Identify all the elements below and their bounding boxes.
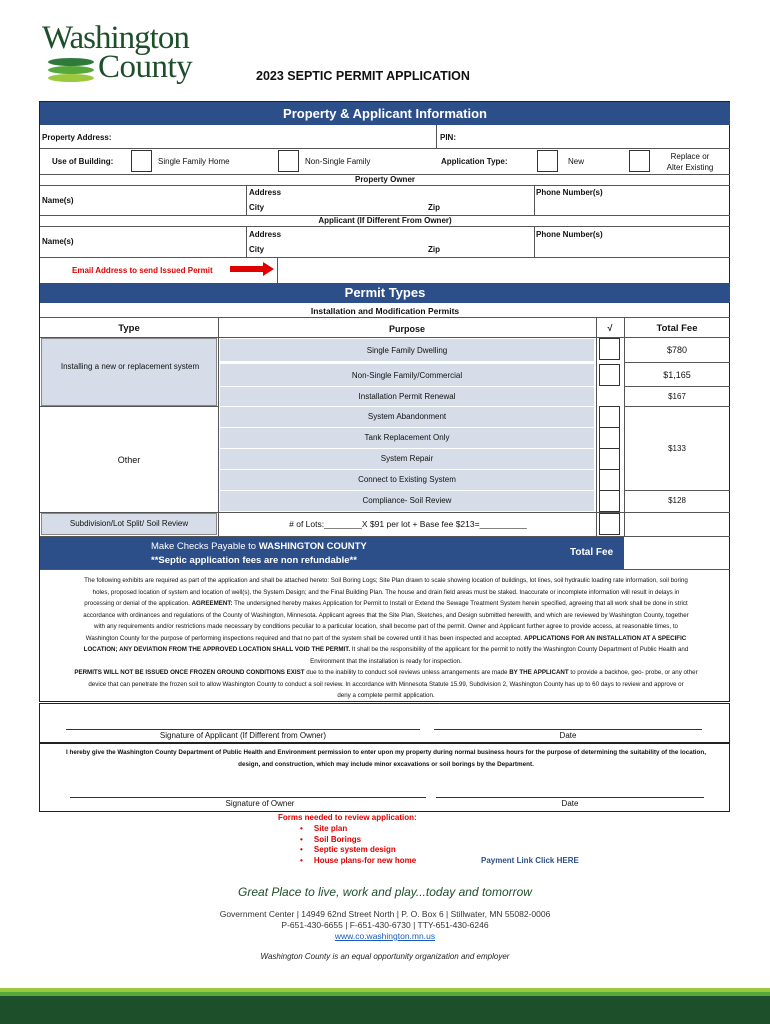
col-purpose-header: Purpose — [388, 324, 425, 334]
pin-field[interactable] — [460, 128, 726, 146]
applicant-signature-label: Signature of Applicant (If Different from Owner) — [159, 731, 327, 740]
applicant-city-label: City — [249, 245, 265, 254]
email-field[interactable] — [280, 260, 726, 280]
fee-value: $1,165 — [663, 370, 691, 380]
footer-address: Government Center | 14949 62nd Street North | P. O. Box 6 | Stillwater, MN 55082-0006 — [219, 909, 551, 919]
property-address-label: Property Address: — [42, 133, 112, 142]
purpose-row: Single Family Dwelling — [366, 346, 448, 355]
list-item: • Septic system design — [300, 845, 396, 854]
section-header-property: Property & Applicant Information — [40, 102, 730, 125]
use-of-building-label: Use of Building: — [52, 157, 114, 166]
property-address-field[interactable] — [120, 128, 432, 146]
single-family-checkbox[interactable] — [131, 150, 152, 172]
owner-names-label: Name(s) — [42, 196, 74, 205]
total-fee-label: Total Fee — [570, 547, 614, 558]
replace-alter-label: Replace or Alter Existing — [666, 152, 714, 172]
purpose-checkbox[interactable] — [599, 338, 620, 360]
non-refundable-note: **Septic application fees are non refundable** — [151, 555, 357, 566]
fee-value: $128 — [668, 496, 686, 505]
non-single-family-label: Non-Single Family — [305, 157, 371, 166]
owner-date-line[interactable] — [436, 797, 704, 798]
purpose-checkbox[interactable] — [599, 490, 620, 512]
logo-wave-icon — [48, 58, 94, 66]
purpose-row: Connect to Existing System — [358, 475, 456, 484]
new-checkbox[interactable] — [537, 150, 558, 172]
applicant-date-line[interactable] — [434, 729, 702, 730]
purpose-row: Tank Replacement Only — [364, 433, 450, 442]
owner-signature-line[interactable] — [70, 797, 426, 798]
owner-phone-label: Phone Number(s) — [536, 188, 603, 197]
applicant-zip-label: Zip — [428, 245, 440, 254]
list-item: • Site plan — [300, 824, 348, 833]
purpose-row: System Abandonment — [367, 412, 447, 421]
non-single-family-checkbox[interactable] — [278, 150, 299, 172]
installation-subtitle: Installation and Modification Permits — [310, 306, 460, 316]
fee-value: $133 — [668, 444, 686, 453]
logo-wave-icon — [48, 66, 94, 74]
applicant-names-label: Name(s) — [42, 237, 74, 246]
single-family-home-label: Single Family Home — [158, 157, 230, 166]
owner-zip-label: Zip — [428, 203, 440, 212]
applicant-signature-line[interactable] — [66, 729, 420, 730]
applicant-phone-label: Phone Number(s) — [536, 230, 603, 239]
pin-label: PIN: — [440, 133, 456, 142]
legal-text: The following exhibits are required as part of the application and shall be attached hereto: Soil Boring Logs; Site Plan drawn to scale showing location of buildings, lot lines, soil hydraulic loading rate information, soil boring holes, proposed location of system and location of well(s), the System Design; and the Final Building Plan. The house and drain field areas must be staked. Inaccurate or incomplete information will result in delays in processing or denial of the application. AGREEMENT: The undersigned hereby makes Application for Permit to Install or Extend the Sewage Treatment System herein specified, agreeing that all work shall be done in strict accordance with ordinances and regulations of the County of Washington, Minnesota. Applicant agrees that the Site Plan, Sketches, and Design submitted herewith, and which are reviewed by Washington County, together with any requirements and/or restrictions made necessary by conditions peculiar to a particular location, shall become part of the permit. Owner and Applicant further agree to provide access, at reasonable times, to Washington County for the purpose of performing inspections required and that no part of the system shall be covered until it has been inspected and accepted. APPLICATIONS FOR AN INSTALLATION AT A SPECIFIC LOCATION; ANY DEVIATION FROM THE APPROVED LOCATION SHALL VOID THE PERMIT. It shall be the responsibility of the applicant for the permit to notify the Washington County Department of Public Health and Environment that the installation is ready for inspection. PERMITS WILL NOT BE ISSUED ONCE FROZEN GROUND CONDITIONS EXIST due to the inability to conduct soil reviews unless arrangements are made BY THE APPLICANT to provide a backhoe, geo- probe, or any other device that can penetrate the frozen soil to allow Washington County to conduct a soil review. In accordance with Minnesota Statute 15.99, Subdivision 2, Washington County has up to 60 days to review and approve or deny a complete permit application. — [74, 577, 698, 699]
fee-value: $167 — [668, 392, 686, 401]
lots-calculation: # of Lots:________X $91 per lot + Base fee $213=__________ — [289, 519, 527, 529]
logo-line2: County — [98, 49, 193, 85]
purpose-row: System Repair — [380, 454, 434, 463]
email-label: Email Address to send Issued Permit — [72, 266, 213, 275]
logo-line1: Washington — [42, 20, 189, 56]
col-type-header: Type — [118, 323, 140, 334]
footer-tagline: Great Place to live, work and play...today and tomorrow — [238, 885, 532, 899]
new-label: New — [568, 157, 585, 166]
subdivision-checkbox[interactable] — [599, 513, 620, 535]
purpose-row: Compliance- Soil Review — [362, 496, 452, 505]
purpose-checkbox[interactable] — [599, 469, 620, 491]
arrow-right-icon — [230, 266, 264, 272]
purpose-checkbox[interactable] — [599, 406, 620, 428]
purpose-row: Installation Permit Renewal — [358, 392, 456, 401]
replace-checkbox[interactable] — [629, 150, 650, 172]
footer-eoe: Washington County is an equal opportunity organization and employer — [260, 952, 510, 961]
purpose-checkbox[interactable] — [599, 448, 620, 470]
owner-date-label: Date — [561, 799, 579, 808]
footer-band-dark — [0, 996, 770, 1024]
forms-needed-list — [300, 824, 416, 866]
logo-wave-icon — [48, 74, 94, 82]
footer-phones: P-651-430-6655 | F-651-430-6730 | TTY-651-430-6246 — [281, 920, 489, 930]
payment-link[interactable]: Payment Link Click HERE — [481, 856, 579, 865]
type-subdivision-label: Subdivision/Lot Split/ Soil Review — [69, 519, 189, 528]
section-header-permit-types: Permit Types — [40, 283, 730, 303]
fee-value: $780 — [666, 345, 688, 355]
owner-city-label: City — [249, 203, 265, 212]
application-type-label: Application Type: — [441, 157, 508, 166]
purpose-checkbox[interactable] — [599, 427, 620, 449]
footer-website-link[interactable]: www.co.washington.mn.us — [334, 931, 436, 941]
type-other-label: Other — [117, 455, 141, 465]
list-item: • House plans-for new home — [300, 855, 417, 865]
applicant-header: Applicant (If Different From Owner) — [318, 216, 452, 225]
type-install-label: Installing a new or replacement system — [60, 362, 200, 371]
list-item: • Soil Borings — [300, 834, 362, 844]
property-owner-header: Property Owner — [354, 175, 415, 184]
arrow-head-icon — [263, 262, 274, 276]
consent-text: I hereby give the Washington County Department of Public Health and Environment permission to enter upon my property during normal business hours for the purpose of determining the suitability of the location, design, and construction, which may include minor excavations or soil borings by the Department. — [65, 749, 706, 768]
purpose-checkbox[interactable] — [599, 364, 620, 386]
col-fee-header: Total Fee — [656, 323, 698, 334]
applicant-address-label: Address — [249, 230, 282, 239]
forms-needed-title: Forms needed to review application: — [278, 813, 417, 822]
document-title: 2023 SEPTIC PERMIT APPLICATION — [256, 69, 470, 83]
owner-address-label: Address — [249, 188, 282, 197]
checks-payable: Make Checks Payable to WASHINGTON COUNTY — [151, 541, 367, 552]
owner-signature-label: Signature of Owner — [225, 799, 295, 808]
purpose-row: Non-Single Family/Commercial — [351, 371, 463, 380]
total-fee-field[interactable] — [626, 539, 728, 567]
col-check-header: √ — [607, 323, 613, 333]
applicant-date-label: Date — [559, 731, 577, 740]
